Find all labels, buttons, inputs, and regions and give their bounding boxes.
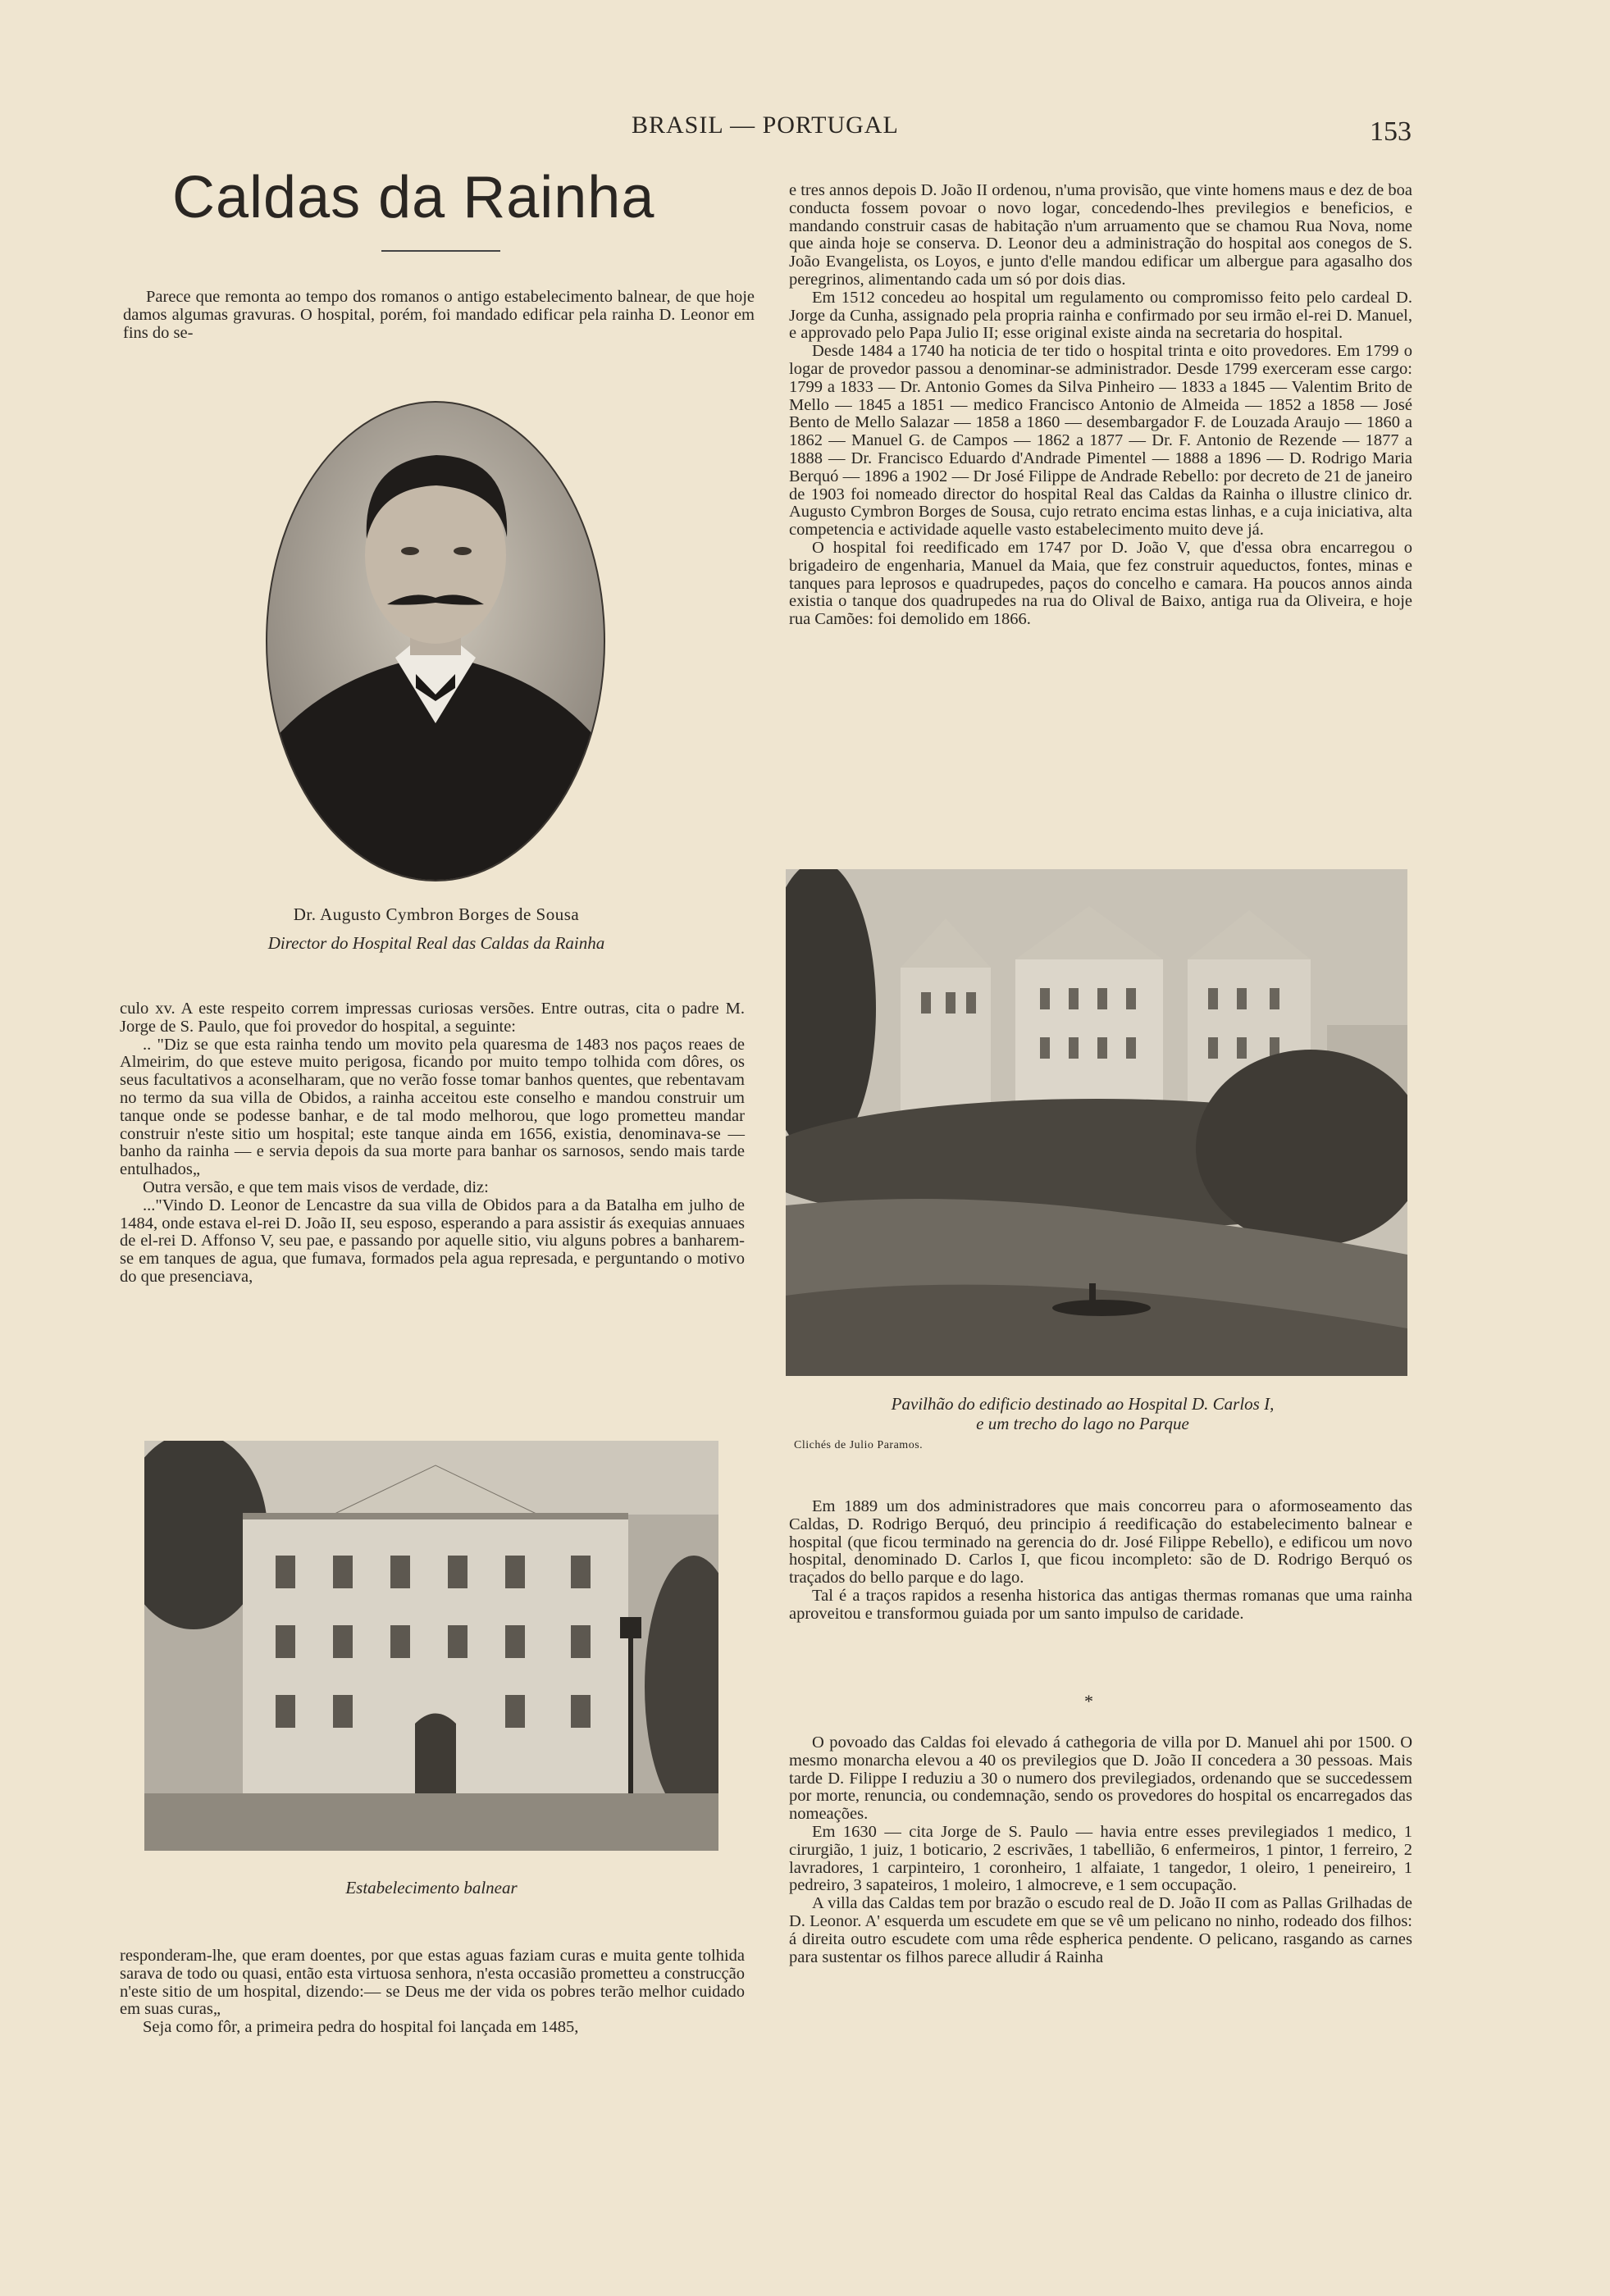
paragraph: Em 1630 — cita Jorge de S. Paulo — havia entre esses previlegiados 1 medico, 1 cirurgião, 1 juiz, 1 boticario, 2 escrivães, 1 tabellião, 6 enfermeiros, 1 pintor, 1 ferreiro, 2 lavradores, 1 carpinteiro, 1 coronheiro, 1 alfaiate, 1 tangedor, 1 oleiro, 1 peneireiro, 1 pedreiro, 3 sapateiros, 1 moleiro, 1 almocreve, e 1 sem occupação. <box>789 1822 1412 1895</box>
pavilion-caption-line1: Pavilhão do edificio destinado ao Hospital D. Carlos I, <box>891 1394 1275 1414</box>
left-column-text-2 <box>120 1947 745 2037</box>
portrait-illustration <box>264 399 607 883</box>
paragraph: Seja como fôr, a primeira pedra do hospital foi lançada em 1485, <box>143 2018 579 2037</box>
portrait-photo <box>264 399 607 883</box>
section-separator: * <box>1084 1691 1093 1711</box>
intro-paragraph <box>123 289 755 342</box>
pavilion-caption-line2: e um trecho do lago no Parque <box>976 1414 1189 1433</box>
article-title: Caldas da Rainha <box>172 165 655 230</box>
paragraph: culo xv. A este respeito correm impressas curiosas versões. Entre outras, cita o padre M. Jorge de S. Paulo, que foi provedor do hospital, a seguinte: <box>120 1000 745 1036</box>
paragraph: ..."Vindo D. Leonor de Lencastre da sua villa de Obidos para a da Batalha em julho de 1484, onde estava el-rei D. João II, seu esposo, esperando a para assistir ás exequias annuaes de el-rei D. Affonso V, seu pae, e passando por aquelle sitio, viu alguns pobres a banharem-se em tanques de agua, que fumava, formados pela agua represada, e perguntando o motivo do que presenciava, <box>120 1196 745 1286</box>
paragraph: O povoado das Caldas foi elevado á cathegoria de villa por D. Manuel ahi por 1500. O mesmo monarcha elevou a 40 os previlegios que D. João II concedera a 30 pessoas. Mais tarde D. Filippe I reduziu a 30 o numero dos previlegiados, ordenando que se succedessem por morte, renuncia, ou condemnação, sendo os provedores do hospital os encarregados das nomeações. <box>789 1733 1412 1824</box>
paragraph: Em 1512 concedeu ao hospital um regulamento ou compromisso feito pelo cardeal D. Jorge da Cunha, assignado pela propria rainha e confirmado por seu irmão el-rei D. Manuel, e approvado pelo Papa Julio II; esse original existe ainda na secretaria do hospital. <box>789 288 1412 343</box>
paragraph: A villa das Caldas tem por brazão o escudo real de D. João II com as Pallas Grilhadas de D. Leonor. A' esquerda um escudete em que se vê um pelicano no ninho, rodeado dos filhos: á direita outro escudete com uma rêde espherica pendente. O pelicano, rasgando as carnes para sustentar os filhos parece alludir á Rainha <box>789 1894 1412 1966</box>
paragraph: .. "Diz se que esta rainha tendo um movito pela quaresma de 1483 nos paços reaes de Almeirim, do que esteve muito perigosa, ficando por muito tempo tolhida com dôres, os seus facultativos a aconselharam, que no verão fosse tomar banhos quentes, que rebentavam no termo da sua villa de Obidos, a rainha acceitou este conselho e mandou construir um tanque onde se podesse banhar, e de tal modo melhorou, que logo prometteu mandar construir n'este sitio um hospital; este tanque ainda em 1656, existia, denominava-se — banho da rainha — e servia depois da sua morte para banhar os sarnosos, sendo mais tarde entulhados„ <box>120 1035 745 1179</box>
paragraph: Outra versão, e que tem mais visos de verdade, diz: <box>143 1178 489 1196</box>
paragraph: Em 1889 um dos administradores que mais concorreu para o aformoseamento das Caldas, D. Rodrigo Berquó, deu principio á reedificação do estabelecimento balnear e hospital (que ficou terminado na gerencia do dr. José Filippe Rebello), e edificou um novo hospital, denominado D. Carlos I, que ficou incompleto: são de D. Rodrigo Berquó os traçados do bello parque e do lago. <box>789 1497 1412 1588</box>
title-rule <box>381 250 500 252</box>
right-column-text-3 <box>789 1734 1412 1966</box>
pavilion-photo <box>786 869 1407 1376</box>
paragraph: responderam-lhe, que eram doentes, por que estas aguas faziam curas e muita gente tolhida sarava de todo ou quasi, então esta virtuosa senhora, n'esta occasião prometteu a construcção n'este sitio de um hospital, dizendo:— se Deus me der vida os pobres terão melhor cuidado em suas curas„ <box>120 1947 745 2019</box>
portrait-name: Dr. Augusto Cymbron Borges de Sousa <box>293 904 580 924</box>
paragraph: e tres annos depois D. João II ordenou, n'uma provisão, que vinte homens maus e dez de boa conducta fossem povoar o novo logar, concedendo-lhes previlegios e beneficios, e mandando construir casas de habitação n'um arruamento que se chamou Rua Nova, nome que ainda hoje se conserva. D. Leonor deu a administração do hospital aos conegos de S. João Evangelista, os Loyos, e junto d'elle mandou edificar um albergue para agasalho dos peregrinos, alimentando cada um só por dois dias. <box>789 181 1412 289</box>
left-column-text-1 <box>120 1000 745 1287</box>
photo-credit: Clichés de Julio Paramos. <box>794 1439 924 1451</box>
page-number: 153 <box>1370 116 1412 147</box>
paragraph: Tal é a traços rapidos a resenha historica das antigas thermas romanas que uma rainha aproveitou e transformou guiada por um santo impulso de caridade. <box>789 1586 1412 1623</box>
running-header: BRASIL — PORTUGAL <box>632 112 899 139</box>
right-column-text-2 <box>789 1498 1412 1624</box>
bath-house-photo <box>144 1441 718 1851</box>
right-column-text-1 <box>789 182 1412 629</box>
pavilion-illustration <box>786 869 1407 1376</box>
paragraph: Desde 1484 a 1740 ha noticia de ter tido o hospital trinta e oito provedores. Em 1799 o logar de provedor passou a denominar-se administrador. Desde 1799 exerceram esse cargo: 1799 a 1833 — Dr. Antonio Gomes da Silva Pinheiro — 1833 a 1845 — Valentim Brito de Mello — 1845 a 1851 — medico Francisco Antonio de Almeida — 1852 a 1858 — José Bento de Mello Salazar — 1858 a 1860 — desembargador F. de Louzada Araujo — 1860 a 1862 — Manuel G. de Campos — 1862 a 1877 — Dr. F. Antonio de Rezende — 1877 a 1888 — Dr. Francisco Eduardo d'Andrade Pimentel — 1888 a 1896 — D. Rodrigo Maria Berquó — 1896 a 1902 — Dr José Filippe de Andrade Rebello: por decreto de 21 de janeiro de 1903 foi nomeado director do hospital Real das Caldas da Rainha o illustre clinico dr. Augusto Cymbron Borges de Sousa, cujo retrato encima estas linhas, e a cuja iniciativa, alta competencia e actividade aquelle vasto estabelecimento muito deve já. <box>789 342 1412 540</box>
bath-house-caption: Estabelecimento balnear <box>345 1878 518 1897</box>
paragraph: O hospital foi reedificado em 1747 por D. João V, que d'essa obra encarregou o brigadeiro de engenharia, Manuel da Maia, que fez construir aqueductos, fontes, minas e tanques para leprosos e quadrupedes, paços do concelho e camara. Ha poucos annos ainda existia o tanque dos quadrupedes na rua do Olival de Baixo, antiga rua da Oliveira, e hoje rua Camões: foi demolido em 1866. <box>789 538 1412 629</box>
bath-house-illustration <box>144 1441 718 1851</box>
intro-text: Parece que remonta ao tempo dos romanos o antigo estabelecimento balnear, de que hoje damos algumas gravuras. O hospital, porém, foi mandado edificar pela rainha D. Leonor em fins do se- <box>123 288 755 342</box>
portrait-role: Director do Hospital Real das Caldas da Rainha <box>267 933 605 953</box>
